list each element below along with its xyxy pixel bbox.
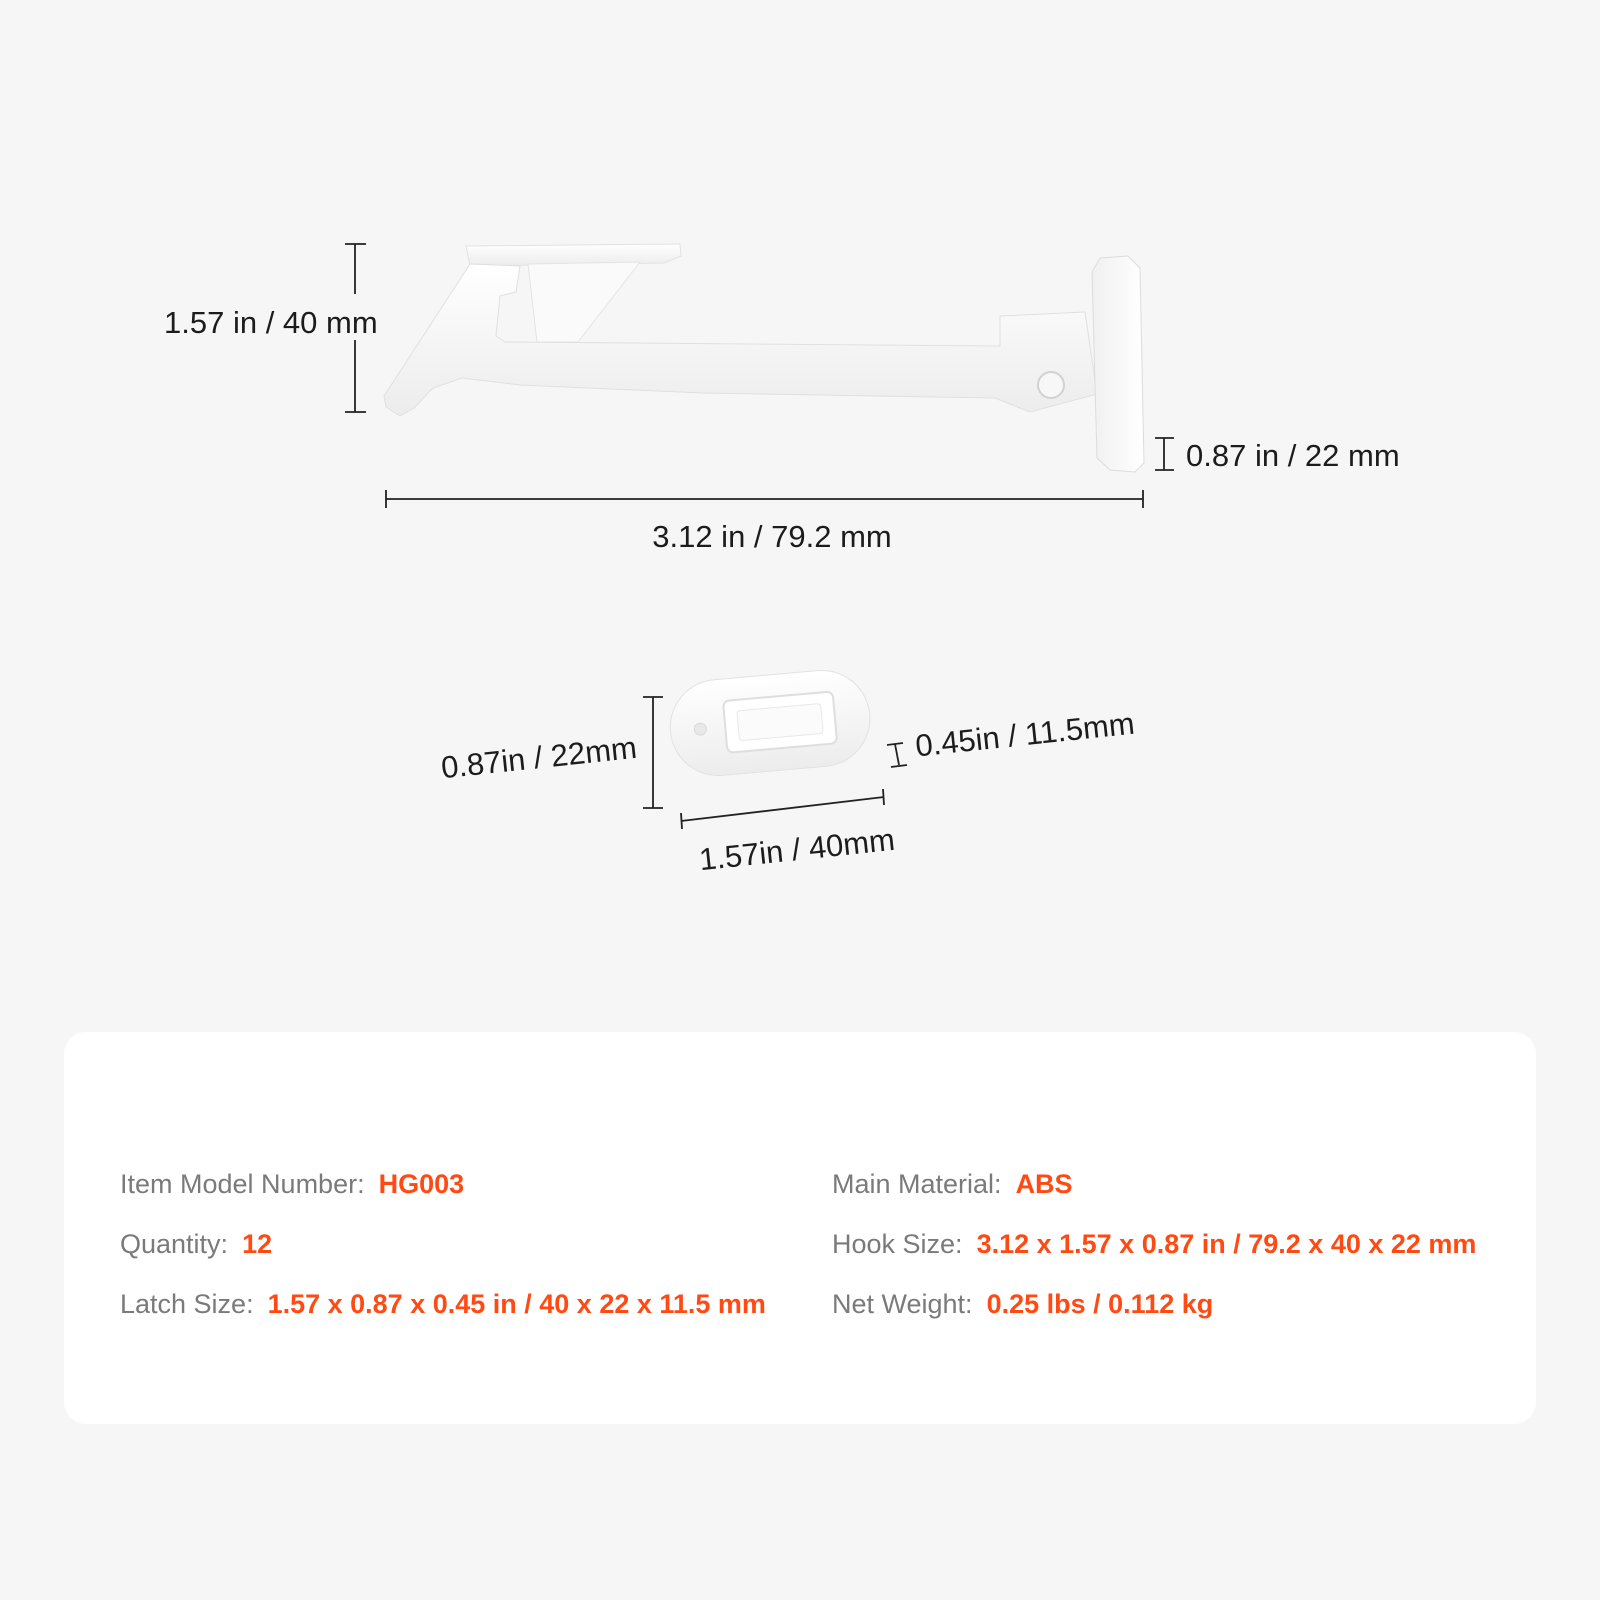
spec-latch-size (120, 1288, 766, 1320)
hook-width-dimension (386, 490, 1143, 508)
hook-height-label: 1.57 in / 40 mm (164, 305, 378, 340)
spec-material-value: ABS (1015, 1169, 1073, 1199)
spec-net-weight (832, 1288, 1213, 1320)
latch-screw-hole (694, 723, 707, 736)
spec-hook-size (832, 1228, 1476, 1260)
spec-latch-size-value: 1.57 x 0.87 x 0.45 in / 40 x 22 x 11.5 mm (267, 1289, 766, 1319)
spec-net-weight-label: Net Weight: (832, 1289, 973, 1319)
spec-model-label: Item Model Number: (120, 1169, 365, 1199)
spec-quantity-label: Quantity: (120, 1229, 229, 1259)
spec-quantity-value: 12 (242, 1229, 273, 1259)
spec-net-weight-value: 0.25 lbs / 0.112 kg (986, 1289, 1214, 1319)
spec-quantity (120, 1228, 272, 1260)
hook-pivot-pin (1038, 372, 1064, 398)
latch-width-label: 1.57in / 40mm (697, 821, 897, 878)
hook-width-label: 3.12 in / 79.2 mm (652, 519, 892, 554)
latch-depth-label: 0.45in / 11.5mm (913, 705, 1137, 764)
spec-model-value: HG003 (378, 1169, 465, 1199)
latch-depth-dimension (887, 743, 907, 767)
hook-illustration (384, 244, 1144, 472)
hook-brace (528, 262, 640, 342)
hook-side-plate (1092, 256, 1144, 472)
latch-height-label: 0.87in / 22mm (439, 729, 639, 786)
hook-depth-label: 0.87 in / 22 mm (1186, 438, 1400, 473)
hook-depth-dimension (1155, 438, 1174, 470)
spec-hook-size-label: Hook Size: (832, 1229, 963, 1259)
spec-hook-size-value: 3.12 x 1.57 x 0.87 in / 79.2 x 40 x 22 mm (976, 1229, 1477, 1259)
latch-width-dimension (681, 789, 884, 829)
hook-arm (384, 264, 1097, 416)
latch-illustration (666, 666, 874, 779)
latch-height-dimension (643, 697, 663, 808)
spec-material (832, 1168, 1073, 1200)
spec-model (120, 1168, 464, 1200)
spec-latch-size-label: Latch Size: (120, 1289, 254, 1319)
specifications-card (64, 1032, 1536, 1424)
spec-material-label: Main Material: (832, 1169, 1002, 1199)
